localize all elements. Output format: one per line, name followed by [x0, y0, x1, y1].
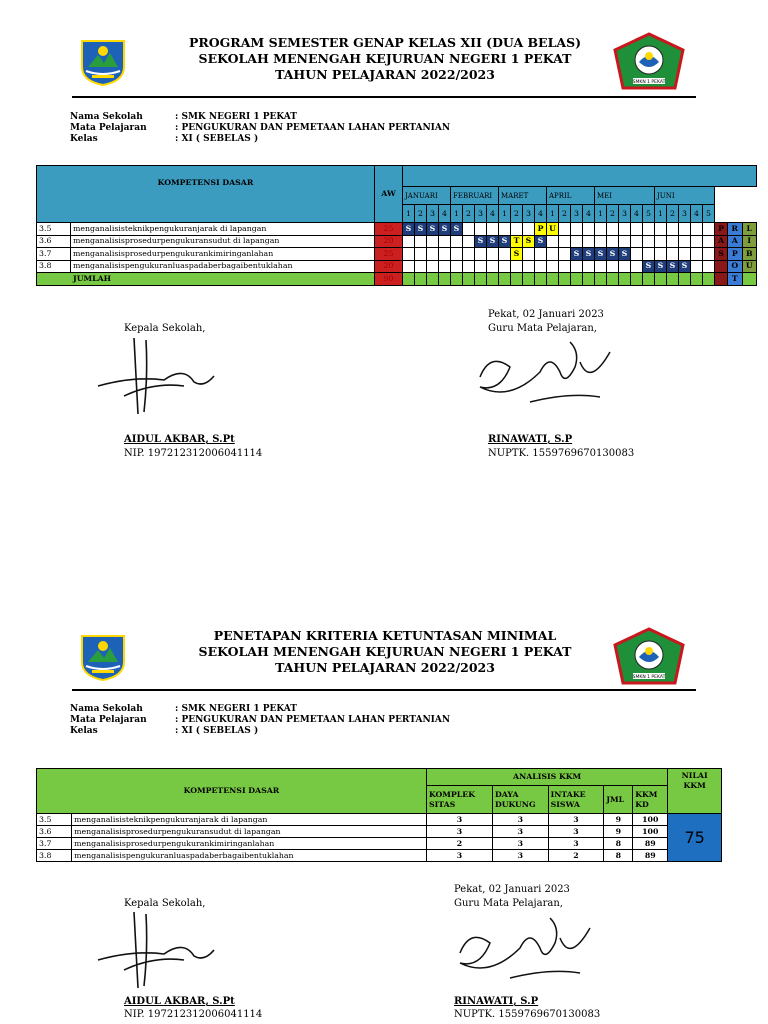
total-cell [487, 273, 499, 286]
week-header: 4 [535, 205, 547, 223]
school-logo-icon [613, 32, 685, 90]
kd-number: 3.6 [37, 235, 71, 248]
intake-value: 3 [548, 838, 604, 850]
schedule-cell [463, 235, 475, 248]
schedule-cell [667, 235, 679, 248]
schedule-cell: R [728, 223, 742, 236]
schedule-cell [691, 260, 703, 273]
kkm-kd-value: 89 [633, 838, 668, 850]
schedule-cell [679, 248, 691, 261]
schedule-cell [427, 248, 439, 261]
schedule-cell [511, 223, 523, 236]
schedule-cell [415, 260, 427, 273]
schedule-cell [619, 223, 631, 236]
schedule-cell: P [728, 248, 742, 261]
schedule-cell [607, 235, 619, 248]
schedule-cell: S [523, 235, 535, 248]
schedule-cell: A [715, 235, 728, 248]
schedule-cell: S [595, 248, 607, 261]
schedule-cell: S [655, 260, 667, 273]
total-cell [655, 273, 667, 286]
jml-value: 8 [604, 850, 633, 862]
week-header: 5 [643, 205, 655, 223]
schedule-cell [583, 235, 595, 248]
total-cell [619, 273, 631, 286]
kd-number: 3.5 [37, 814, 72, 826]
total-cell [427, 273, 439, 286]
header-nilai-kkm: NILAI KKM [668, 769, 722, 814]
header-kompleksitas: KOMPLEK SITAS [426, 786, 492, 814]
daya-value: 3 [492, 838, 548, 850]
kkm-kd-value: 89 [633, 850, 668, 862]
schedule-cell [571, 235, 583, 248]
kd-description: menganalisisteknikpengukuranjarak di lapangan [71, 223, 375, 236]
schedule-cell: P [535, 223, 547, 236]
kd-number: 3.6 [37, 826, 72, 838]
schedule-cell [535, 260, 547, 273]
week-header: 1 [655, 205, 667, 223]
kkm-table [36, 768, 722, 862]
total-cell [679, 273, 691, 286]
schedule-cell [679, 223, 691, 236]
week-header: 3 [523, 205, 535, 223]
total-cell [403, 273, 415, 286]
total-cell [631, 273, 643, 286]
schedule-cell: S [571, 248, 583, 261]
place-date: Pekat, 02 Januari 2023 [454, 884, 570, 895]
schedule-cell: U [742, 260, 756, 273]
doc1-title-line: SEKOLAH MENENGAH KEJURUAN NEGERI 1 PEKAT [198, 51, 572, 66]
schedule-cell: S [643, 260, 655, 273]
schedule-cell [499, 260, 511, 273]
schedule-cell [595, 223, 607, 236]
schedule-cell [547, 260, 559, 273]
kd-row [37, 260, 757, 273]
total-cell [742, 273, 756, 286]
schedule-cell [643, 248, 655, 261]
kd-description: menganalisispengukuranluaspadaberbagaibentuklahan [72, 850, 427, 862]
schedule-cell: S [583, 248, 595, 261]
week-header: 4 [487, 205, 499, 223]
daya-value: 3 [492, 814, 548, 826]
schedule-cell: S [439, 223, 451, 236]
schedule-cell [655, 235, 667, 248]
schedule-cell [691, 235, 703, 248]
schedule-cell: L [742, 223, 756, 236]
schedule-cell: T [511, 235, 523, 248]
schedule-cell [631, 235, 643, 248]
info-label: Nama Sekolah [70, 112, 143, 122]
kd-description: menganalisisprosedurpengukuransudut di lapangan [72, 826, 427, 838]
schedule-cell [487, 223, 499, 236]
school-logo-text: SMKN 1 PEKAT [632, 675, 666, 680]
week-header: 1 [499, 205, 511, 223]
week-header: 5 [703, 205, 715, 223]
total-cell [415, 273, 427, 286]
doc2-title-line: TAHUN PELAJARAN 2022/2023 [275, 660, 495, 675]
info-value: : SMK NEGERI 1 PEKAT [175, 704, 297, 714]
jml-value: 9 [604, 814, 633, 826]
teacher-signature [470, 332, 620, 412]
info-label: Kelas [70, 726, 98, 736]
jml-value: 9 [604, 826, 633, 838]
schedule-cell [403, 235, 415, 248]
schedule-cell: S [679, 260, 691, 273]
provincial-crest-icon [78, 632, 128, 682]
schedule-cell [655, 223, 667, 236]
schedule-cell [643, 223, 655, 236]
schedule-cell [403, 248, 415, 261]
week-header: 2 [511, 205, 523, 223]
schedule-cell: U [547, 223, 559, 236]
header-divider [72, 689, 696, 691]
month-header: MARET [499, 187, 547, 205]
schedule-cell [571, 223, 583, 236]
schedule-cell [463, 223, 475, 236]
total-cell [463, 273, 475, 286]
principal-title: Kepala Sekolah, [124, 323, 206, 334]
schedule-cell [607, 223, 619, 236]
total-cell: T [728, 273, 742, 286]
schedule-cell [499, 248, 511, 261]
month-header: JANUARI [403, 187, 451, 205]
schedule-cell [499, 223, 511, 236]
teacher-title: Guru Mata Pelajaran, [488, 323, 597, 334]
total-cell [523, 273, 535, 286]
schedule-cell [451, 235, 463, 248]
total-row [37, 273, 757, 286]
total-cell [499, 273, 511, 286]
week-header: 3 [475, 205, 487, 223]
komplek-value: 3 [426, 826, 492, 838]
kkm-kd-value: 100 [633, 826, 668, 838]
schedule-cell [439, 260, 451, 273]
week-header: 1 [403, 205, 415, 223]
schedule-cell [559, 235, 571, 248]
daya-value: 3 [492, 850, 548, 862]
schedule-cell [511, 260, 523, 273]
principal-id: NIP. 197212312006041114 [124, 1009, 263, 1020]
program-semester-table [36, 165, 757, 286]
schedule-cell [439, 235, 451, 248]
principal-signature [94, 910, 224, 990]
header-blank [403, 166, 757, 187]
kd-row [37, 235, 757, 248]
komplek-value: 3 [426, 850, 492, 862]
schedule-cell [595, 260, 607, 273]
komplek-value: 3 [426, 814, 492, 826]
kd-description: menganalisisprosedurpengukurankimiringanlahan [71, 248, 375, 261]
schedule-cell [547, 248, 559, 261]
teacher-name: RINAWATI, S.P [454, 996, 539, 1007]
doc2-title [150, 628, 620, 676]
schedule-cell [619, 235, 631, 248]
schedule-cell [523, 223, 535, 236]
info-label: Mata Pelajaran [70, 715, 147, 725]
schedule-cell [703, 248, 715, 261]
schedule-cell: S [499, 235, 511, 248]
schedule-cell [427, 235, 439, 248]
total-cell [571, 273, 583, 286]
schedule-cell: S [715, 248, 728, 261]
schedule-cell [487, 260, 499, 273]
schedule-cell [679, 235, 691, 248]
daya-value: 3 [492, 826, 548, 838]
kd-number: 3.7 [37, 248, 71, 261]
schedule-cell: S [511, 248, 523, 261]
total-cell [667, 273, 679, 286]
schedule-cell [571, 260, 583, 273]
total-cell [547, 273, 559, 286]
header-daya-dukung: DAYA DUKUNG [492, 786, 548, 814]
schedule-cell [703, 235, 715, 248]
schedule-cell: I [742, 235, 756, 248]
week-header: 2 [667, 205, 679, 223]
schedule-cell [451, 260, 463, 273]
week-header: 4 [691, 205, 703, 223]
schedule-cell: P [715, 223, 728, 236]
week-header: 2 [463, 205, 475, 223]
schedule-cell [439, 248, 451, 261]
nilai-kkm-value: 75 [668, 814, 722, 862]
schedule-cell [631, 223, 643, 236]
total-cell [595, 273, 607, 286]
week-header: 3 [427, 205, 439, 223]
header-intake-siswa: INTAKE SISWA [548, 786, 604, 814]
schedule-cell: O [728, 260, 742, 273]
total-cell [451, 273, 463, 286]
week-header: 3 [571, 205, 583, 223]
total-cell [607, 273, 619, 286]
week-header: 4 [583, 205, 595, 223]
aw-value: 20 [375, 235, 403, 248]
total-cell [439, 273, 451, 286]
week-header: 1 [547, 205, 559, 223]
schedule-cell [547, 235, 559, 248]
school-logo-text: SMKN 1 PEKAT [632, 80, 666, 85]
kd-row [37, 248, 757, 261]
doc1-info [70, 112, 450, 145]
schedule-cell [559, 223, 571, 236]
schedule-cell [415, 248, 427, 261]
total-cell [691, 273, 703, 286]
teacher-signature [450, 908, 600, 988]
jml-value: 8 [604, 838, 633, 850]
total-cell [715, 273, 728, 286]
provincial-crest-icon [78, 37, 128, 87]
schedule-cell [691, 248, 703, 261]
schedule-cell [415, 235, 427, 248]
total-cell [511, 273, 523, 286]
info-value: : PENGUKURAN DAN PEMETAAN LAHAN PERTANIAN [175, 715, 451, 725]
principal-name: AIDUL AKBAR, S.Pt [124, 434, 235, 445]
schedule-cell: S [607, 248, 619, 261]
schedule-cell [691, 223, 703, 236]
week-header: 3 [679, 205, 691, 223]
header-kkm-kd: KKM KD [633, 786, 668, 814]
schedule-cell [523, 248, 535, 261]
kd-number: 3.7 [37, 838, 72, 850]
schedule-cell [475, 223, 487, 236]
teacher-id: NUPTK. 1559769670130083 [454, 1009, 601, 1020]
schedule-cell [703, 223, 715, 236]
total-value: 90 [375, 273, 403, 286]
doc1-title [150, 35, 620, 83]
schedule-cell [667, 248, 679, 261]
schedule-cell [487, 248, 499, 261]
week-header: 2 [415, 205, 427, 223]
schedule-cell [619, 260, 631, 273]
schedule-cell [631, 260, 643, 273]
week-header: 4 [439, 205, 451, 223]
doc2-info [70, 704, 450, 737]
schedule-cell: S [535, 235, 547, 248]
schedule-cell: S [415, 223, 427, 236]
teacher-id: NUPTK. 1559769670130083 [488, 448, 635, 459]
schedule-cell [463, 248, 475, 261]
kd-description: menganalisispengukuranluaspadaberbagaibentuklahan [71, 260, 375, 273]
week-header: 4 [631, 205, 643, 223]
kd-description: menganalisisprosedurpengukuransudut di lapangan [71, 235, 375, 248]
schedule-cell [655, 248, 667, 261]
schedule-cell [607, 260, 619, 273]
header-aw: AW [375, 166, 403, 223]
month-header: APRIL [547, 187, 595, 205]
schedule-cell [427, 260, 439, 273]
total-cell [703, 273, 715, 286]
header-kompetensi-dasar: KOMPETENSI DASAR [37, 166, 375, 223]
schedule-cell: S [403, 223, 415, 236]
schedule-cell [703, 260, 715, 273]
total-cell [583, 273, 595, 286]
schedule-cell [667, 223, 679, 236]
schedule-cell [559, 260, 571, 273]
total-label: JUMLAH [37, 273, 375, 286]
info-value: : SMK NEGERI 1 PEKAT [175, 112, 297, 122]
week-header: 3 [619, 205, 631, 223]
schedule-cell [523, 260, 535, 273]
info-value: : XI ( SEBELAS ) [175, 134, 259, 144]
schedule-cell: S [667, 260, 679, 273]
info-value: : XI ( SEBELAS ) [175, 726, 259, 736]
principal-title: Kepala Sekolah, [124, 898, 206, 909]
doc2-title-line: PENETAPAN KRITERIA KETUNTASAN MINIMAL [213, 628, 557, 643]
schedule-cell [715, 260, 728, 273]
school-logo-icon [613, 627, 685, 685]
schedule-cell [403, 260, 415, 273]
principal-signature [94, 336, 224, 416]
total-cell [643, 273, 655, 286]
schedule-cell: S [451, 223, 463, 236]
schedule-cell [631, 248, 643, 261]
schedule-cell: S [427, 223, 439, 236]
info-label: Kelas [70, 134, 98, 144]
principal-id: NIP. 197212312006041114 [124, 448, 263, 459]
teacher-title: Guru Mata Pelajaran, [454, 898, 563, 909]
week-header: 1 [451, 205, 463, 223]
kd-number: 3.5 [37, 223, 71, 236]
kkm-kd-value: 100 [633, 814, 668, 826]
week-header: 1 [595, 205, 607, 223]
komplek-value: 2 [426, 838, 492, 850]
total-cell [475, 273, 487, 286]
schedule-cell [643, 235, 655, 248]
intake-value: 3 [548, 826, 604, 838]
schedule-cell [463, 260, 475, 273]
schedule-cell [451, 248, 463, 261]
schedule-cell [595, 235, 607, 248]
kd-description: menganalisisteknikpengukuranjarak di lapangan [72, 814, 427, 826]
header-divider [72, 96, 696, 98]
place-date: Pekat, 02 Januari 2023 [488, 309, 604, 320]
month-header: MEI [595, 187, 655, 205]
schedule-cell [583, 260, 595, 273]
schedule-cell [475, 260, 487, 273]
doc1-title-line: TAHUN PELAJARAN 2022/2023 [275, 67, 495, 82]
info-label: Nama Sekolah [70, 704, 143, 714]
header-analisis-kkm: ANALISIS KKM [426, 769, 667, 786]
schedule-cell: S [475, 235, 487, 248]
schedule-cell: A [728, 235, 742, 248]
principal-name: AIDUL AKBAR, S.Pt [124, 996, 235, 1007]
aw-value: 25 [375, 223, 403, 236]
schedule-cell [535, 248, 547, 261]
header-kompetensi-dasar: KOMPETENSI DASAR [37, 769, 427, 814]
month-header: FEBRUARI [451, 187, 499, 205]
kd-description: menganalisisprosedurpengukurankimiringanlahan [72, 838, 427, 850]
schedule-cell [475, 248, 487, 261]
schedule-cell: S [619, 248, 631, 261]
doc1-title-line: PROGRAM SEMESTER GENAP KELAS XII (DUA BELAS) [188, 35, 582, 50]
aw-value: 25 [375, 248, 403, 261]
schedule-cell: S [487, 235, 499, 248]
aw-value: 20 [375, 260, 403, 273]
kd-number: 3.8 [37, 260, 71, 273]
intake-value: 3 [548, 814, 604, 826]
info-value: : PENGUKURAN DAN PEMETAAN LAHAN PERTANIAN [175, 123, 451, 133]
week-header: 2 [559, 205, 571, 223]
schedule-cell [583, 223, 595, 236]
week-header: 2 [607, 205, 619, 223]
doc2-title-line: SEKOLAH MENENGAH KEJURUAN NEGERI 1 PEKAT [198, 644, 572, 659]
teacher-name: RINAWATI, S.P [488, 434, 573, 445]
total-cell [535, 273, 547, 286]
info-label: Mata Pelajaran [70, 123, 147, 133]
header-jml: JML [604, 786, 633, 814]
schedule-cell [559, 248, 571, 261]
total-cell [559, 273, 571, 286]
month-header: JUNI [655, 187, 715, 205]
kd-number: 3.8 [37, 850, 72, 862]
intake-value: 2 [548, 850, 604, 862]
schedule-cell: B [742, 248, 756, 261]
kd-row [37, 223, 757, 236]
